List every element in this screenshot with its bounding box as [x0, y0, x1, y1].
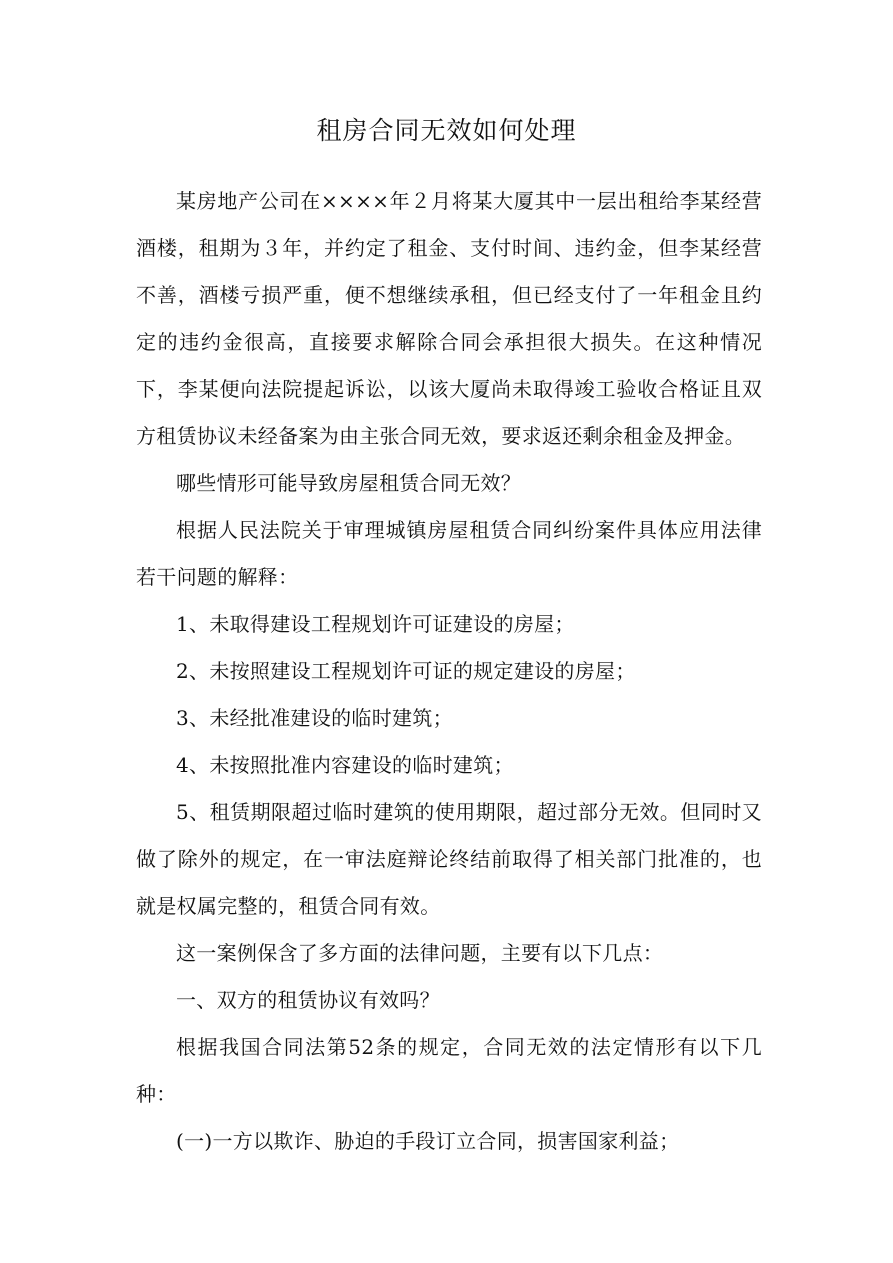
document-body — [136, 178, 762, 1165]
list-item-2: 2、未按照建设工程规划许可证的规定建设的房屋； — [176, 659, 636, 683]
list-item-1: 1、未取得建设工程规划许可证建设的房屋； — [176, 612, 575, 636]
list-item-3: 3、未经批准建设的临时建筑； — [176, 706, 453, 730]
paragraph-case-issues: 这一案例保含了多方面的法律问题，主要有以下几点： — [176, 941, 664, 965]
section-heading-1: 一、双方的租赁协议有效吗？ — [176, 988, 440, 1012]
paragraph-question-invalid-situations: 哪些情形可能导致房屋租赁合同无效？ — [176, 471, 522, 495]
paragraph-legal-basis: 根据人民法院关于审理城镇房屋租赁合同纠纷案件具体应用法律若干问题的解释： — [136, 518, 762, 589]
paragraph-case-description: 某房地产公司在××××年２月将某大厦其中一层出租给李某经营酒楼，租期为３年，并约定了租金、支付时间、违约金，但李某经营不善，酒楼亏损严重，便不想继续承租，但已经支付了一年租金且约定的违约金很高，直接要求解除合同会承担很大损失。在这种情况下，李某便向法院提起诉讼，以该大厦尚未取得竣工验收合格证且双方租赁协议未经备案为由主张合同无效，要求返还剩余租金及押金。 — [136, 189, 762, 448]
document-title: 租房合同无效如何处理 — [316, 116, 577, 145]
paragraph-contract-law-article: 根据我国合同法第52条的规定，合同无效的法定情形有以下几种： — [136, 1035, 762, 1106]
sub-item-1: (一)一方以欺诈、胁迫的手段订立合同，损害国家利益； — [176, 1129, 680, 1153]
list-item-4: 4、未按照批准内容建设的临时建筑； — [176, 753, 514, 777]
list-item-5: 5、租赁期限超过临时建筑的使用期限，超过部分无效。但同时又做了除外的规定，在一审法庭辩论终结前取得了相关部门批准的，也就是权属完整的，租赁合同有效。 — [136, 800, 762, 918]
